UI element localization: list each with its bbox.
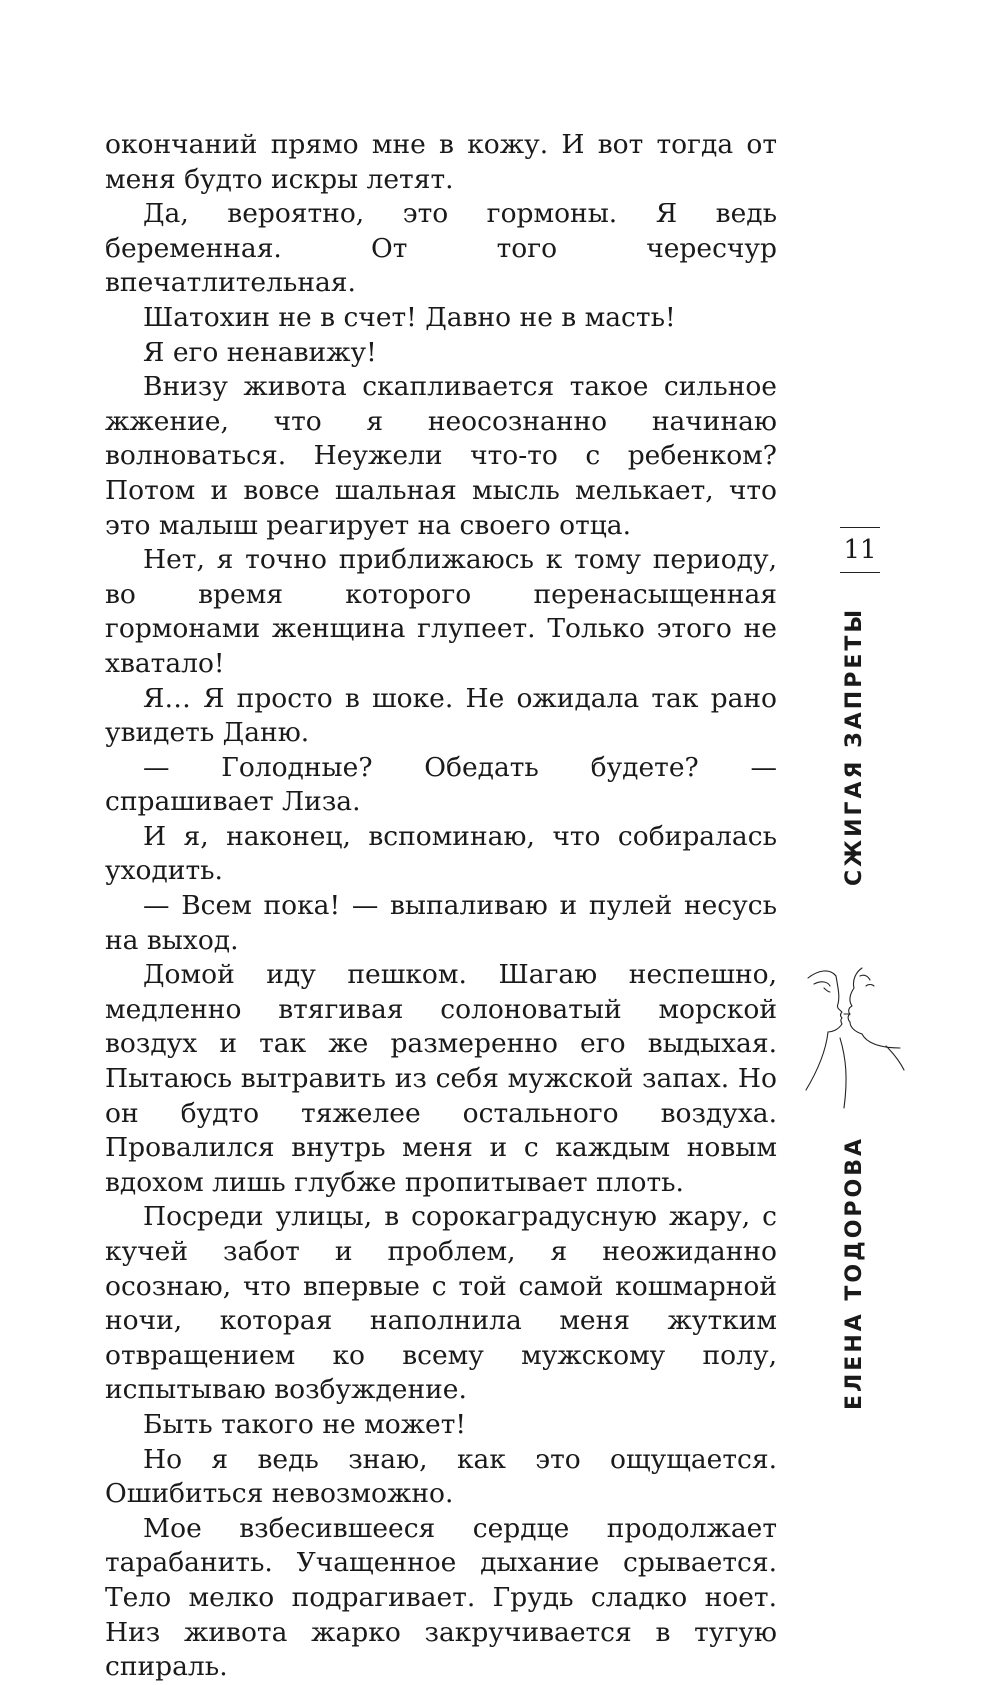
paragraph-7: Я… Я просто в шоке. Не ожидала так рано увидеть Даню. — [105, 682, 777, 749]
paragraph-3: Шатохин не в счет! Давно не в масть! — [143, 301, 676, 333]
paragraph-9: И я, наконец, вспоминаю, что собиралась уходить. — [105, 820, 777, 887]
running-head-author: ЕЛЕНА ТОДОРОВА — [842, 1135, 867, 1410]
paragraph-10: — Всем пока! — выпаливаю и пулей несусь на выход. — [105, 890, 777, 956]
paragraph-13: Быть такого не может! — [143, 1408, 467, 1440]
paragraph-11: Домой иду пешком. Шагаю неспешно, медленно втягивая солоноватый морской воздух и так же размеренно его выдыхая. Пытаюсь вытравить из себя мужской запах. Но он будто тяжелее остального воздуха. Провалился внутрь меня и с каждым новым вдохом лишь глубже пропитывает плоть. — [105, 959, 777, 1198]
running-head-book-title: СЖИГАЯ ЗАПРЕТЫ — [842, 606, 867, 886]
paragraph-5: Внизу живота скапливается такое сильное жжение, что я неосознанно начинаю волноваться. Неужели что-то с ребенком? Потом и вовсе шальная мысль мелькает, что это малыш реагирует на своего отца. — [105, 371, 777, 541]
paragraph-15: Мое взбесившееся сердце продолжает тарабанить. Учащенное дыхание срывается. Тело мелко подрагивает. Грудь сладко ноет. Низ живота жарко закручивается в тугую спираль. — [105, 1512, 777, 1683]
page-number-box — [840, 527, 880, 573]
paragraph-8: — Голодные? Обедать будете? — спрашивает Лиза. — [105, 751, 777, 818]
kissing-faces-line-drawing-icon — [800, 958, 910, 1118]
paragraph-4: Я его ненавижу! — [143, 336, 377, 368]
paragraph-6: Нет, я точно приближаюсь к тому периоду, во время которого перенасыщенная гормонами женщина глупеет. Только этого не хватало! — [105, 544, 777, 679]
page-number: 11 — [843, 535, 877, 565]
page-body-text — [105, 128, 777, 1685]
paragraph-12: Посреди улицы, в сорокаградусную жару, с кучей забот и проблем, я неожиданно осознаю, что впервые с той самой кошмарной ночи, которая наполнила меня жутким отвращением ко всему мужскому полу, испытываю возбуждение. — [105, 1201, 777, 1406]
paragraph-2: Да, вероятно, это гормоны. Я ведь беременная. От того чересчур впечатлительная. — [105, 198, 777, 299]
paragraph-1: окончаний прямо мне в кожу. И вот тогда от меня будто искры летят. — [105, 129, 777, 195]
paragraph-14: Но я ведь знаю, как это ощущается. Ошибиться невозможно. — [105, 1443, 777, 1510]
